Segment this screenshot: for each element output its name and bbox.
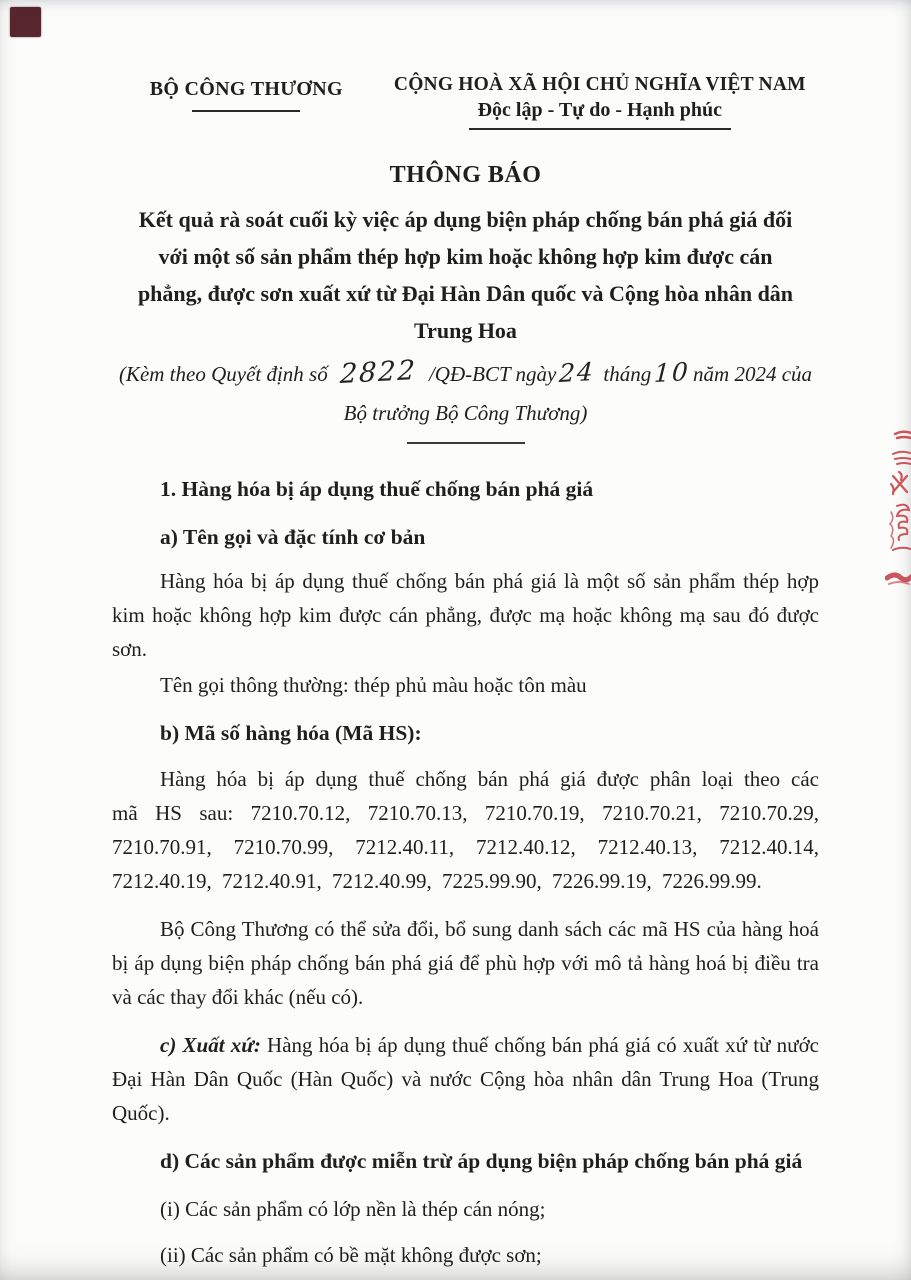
issuing-org-block [112,74,381,112]
paragraph-hs-codes: Hàng hóa bị áp dụng thuế chống bán phá giá được phân loại theo các mã HS sau: 7210.70.12, 7210.70.13, 7210.70.19, 7210.70.21, 7210.70.29, 7210.70.91, 7210.70.99, 7212.40.11, 7212.40.12, 7212.40.13, 7212.40.14, 7212.40.19, 7212.40.91, 7212.40.99, 7225.99.90, 7226.99.19, 7226.99.99. [112,767,819,893]
attachment-mid2-text: tháng [603,362,652,386]
attachment-pre-text: (Kèm theo Quyết định số [118,362,328,386]
issuing-org-name: BỘ CÔNG THƯƠNG [149,78,343,100]
item-c-label: c) Xuất xứ: [160,1033,261,1057]
handwritten-day: 24 [558,357,596,388]
red-stamp-edge [885,428,911,598]
paragraph-common-name: Tên gọi thông thường: thép phủ màu hoặc tôn màu [160,673,587,697]
item-d-heading: d) Các sản phẩm được miễn trừ áp dụng biện pháp chống bán phá giá [160,1149,803,1173]
org-underline [192,110,300,112]
document-body [112,472,819,1272]
document-header [112,74,819,130]
paragraph-origin [112,1028,819,1130]
national-motto: Độc lập - Tự do - Hạnh phúc [477,99,723,121]
item-a-heading: a) Tên gọi và đặc tính cơ bản [160,525,426,549]
scan-corner-artifact [10,7,41,37]
paragraph-product-description: Hàng hóa bị áp dụng thuế chống bán phá giá là một số sản phẩm thép hợp kim hoặc không hợp kim được cán phẳng, được mạ hoặc không mạ sau đó được sơn. [112,569,819,661]
document-subtitle: Kết quả rà soát cuối kỳ việc áp dụng biện pháp chống bán phá giá đối với một số sản phẩm thép hợp kim hoặc không hợp kim được cán phẳng, được sơn xuất xứ từ Đại Hàn Dân quốc và Cộng hòa nhân dân Trung Hoa [137,207,794,343]
national-title: CỘNG HOÀ XÃ HỘI CHỦ NGHĨA VIỆT NAM [393,74,806,95]
section-1-heading: 1. Hàng hóa bị áp dụng thuế chống bán phá giá [160,477,594,501]
exclusion-item-i: (i) Các sản phẩm có lớp nền là thép cán nóng; [160,1197,546,1221]
item-c-text: Hàng hóa bị áp dụng thuế chống bán phá giá có xuất xứ từ nước Đại Hàn Dân Quốc (Hàn Quốc) và nước Cộng hòa nhân dân Trung Hoa (Trung Quốc). [112,1033,819,1125]
motto-underline [469,128,731,130]
separator-line [407,442,525,444]
attachment-tail-text: năm 2024 của [693,362,813,386]
handwritten-decision-number: 2822 [339,354,418,391]
handwritten-month: 10 [653,357,691,388]
attachment-signer-line: Bộ trưởng Bộ Công Thương) [343,401,588,425]
document-title: THÔNG BÁO [389,162,542,188]
paragraph-amendment-note: Bộ Công Thương có thể sửa đổi, bổ sung danh sách các mã HS của hàng hoá bị áp dụng biện pháp chống bán phá giá để phù hợp với mô tả hàng hoá bị điều tra và các thay đổi khác (nếu có). [112,917,819,1009]
national-header-block [381,74,819,130]
exclusion-item-ii: (ii) Các sản phẩm có bề mặt không được sơn; [160,1243,542,1267]
attachment-mid1-text: /QĐ-BCT ngày [428,362,557,386]
attachment-reference-line [112,353,819,394]
item-b-heading: b) Mã số hàng hóa (Mã HS): [160,721,422,745]
